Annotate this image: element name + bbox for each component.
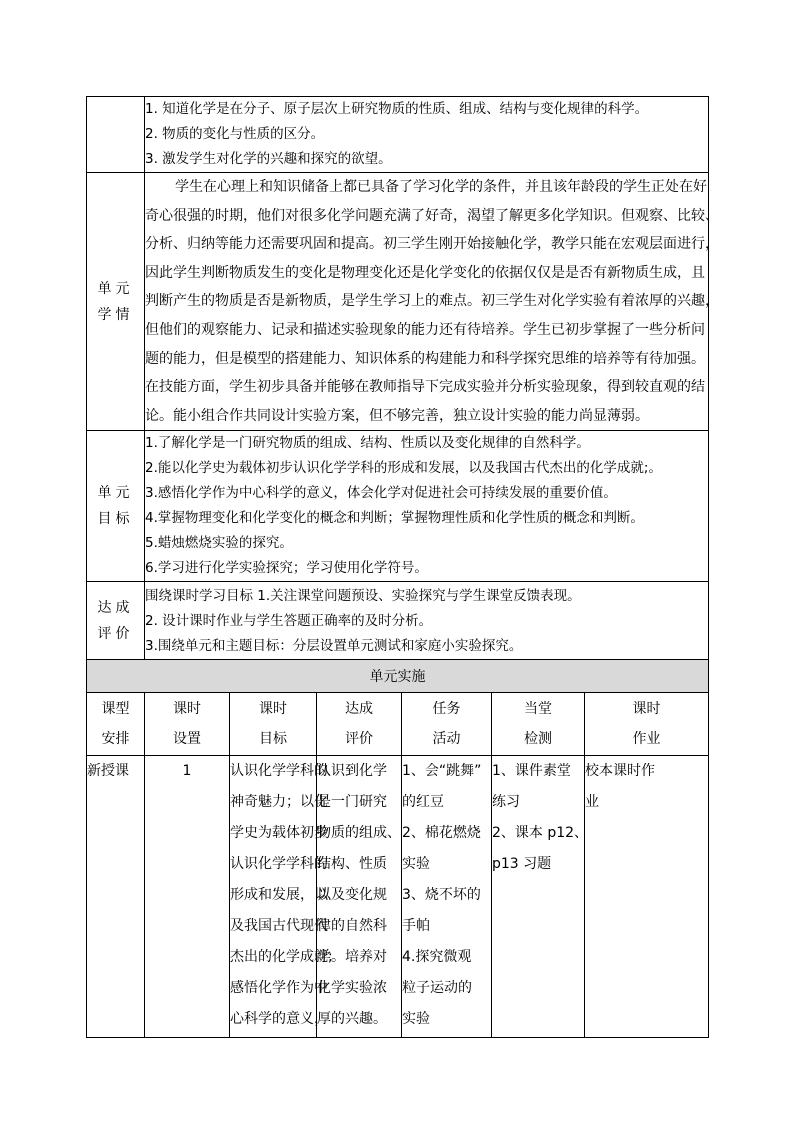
unit-plan-table [86,96,719,1038]
situation-line: 学生在心理上和知识储备上都已具备了学习化学的条件，并且该年龄段的学生正处在好 [175,179,707,195]
unit-goals-content [145,431,709,582]
implementation-band-row [87,660,709,693]
evaluation-cell: 认识到化学 是一门研究 物质的组成、 结构、性质 以及变化规 律的自然科 学。培养对 化学实验浓 厚的兴趣。 [317,756,402,1038]
learning-situation-label: 单元 学情 [87,173,145,431]
evaluation-item: 围绕课时学习目标 1.关注课堂问题预设、实验探究与学生课堂反馈表现。 [145,588,581,605]
header-task-activity: 任务 活动 [402,693,492,756]
goal-item: 5.蜡烛燃烧实验的探究。 [145,535,293,552]
lesson-goal-cell: 认识化学学科的 神奇魅力；以化 学史为载体初步 认识化学学科的 形成和发展，以 及我国古代现代 杰出的化学成就; 感悟化学作为中 心科学的意义， [230,756,317,1038]
situation-line: 分析、归纳等能力还需要巩固和提高。初三学生刚开始接触化学，教学只能在宏观层面进行， [145,236,719,253]
evaluation-content [145,582,709,660]
objective-item: 1. 知道化学是在分子、原子层次上研究物质的性质、组成、结构与变化规律的科学。 [145,101,649,117]
evaluation-row [87,582,709,660]
unit-goals-label: 单元 目标 [87,431,145,582]
goal-item: 1.了解化学是一门研究物质的组成、结构、性质以及变化规律的自然科学。 [145,435,590,452]
table-row [87,756,709,1038]
evaluation-label: 达成 评价 [87,582,145,660]
implementation-header-row [87,693,709,756]
homework-cell: 校本课时作 业 [585,756,709,1038]
evaluation-item: 2. 设计课时作业与学生答题正确率的及时分析。 [145,613,433,630]
header-course-type: 课型 安排 [87,693,145,756]
header-class-check: 当堂 检测 [492,693,585,756]
course-type-cell: 新授课 [87,756,145,1038]
header-hours: 课时 设置 [145,693,230,756]
objective-item: 3. 激发学生对化学的兴趣和探究的欲望。 [145,151,392,167]
hours-cell: 1 [145,756,230,1038]
objectives-content [145,97,709,173]
goal-item: 3.感悟化学作为中心科学的意义，体会化学对促进社会可持续发展的重要价值。 [145,485,617,502]
unit-goals-row [87,431,709,582]
evaluation-item: 3.围绕单元和主题目标：分层设置单元测试和家庭小实验探究。 [145,638,523,655]
header-evaluation: 达成 评价 [317,693,402,756]
situation-line: 论。能小组合作共同设计实验方案，但不够完善，独立设计实验的能力尚显薄弱。 [145,407,649,424]
situation-line: 因此学生判断物质发生的变化是物理变化还是化学变化的依据仅仅是是否有新物质生成，且 [145,264,705,281]
goal-item: 2.能以化学史为载体初步认识化学学科的形成和发展，以及我国古代杰出的化学成就;。 [145,460,662,477]
situation-line: 但他们的观察能力、记录和描述实验现象的能力还有待培养。学生已初步掌握了一些分析问 [145,321,705,338]
header-lesson-goal: 课时 目标 [230,693,317,756]
objectives-row [87,97,709,173]
learning-situation-row [87,173,709,431]
situation-line: 判断产生的物质是否是新物质，是学生学习上的难点。初三学生对化学实验有着浓厚的兴趣， [145,293,719,310]
implementation-title: 单元实施 [87,660,709,693]
task-activity-cell: 1、会“跳舞” 的红豆 2、棉花燃烧 实验 3、烧不坏的 手帕 4.探究微观 粒子运动的 实验 [402,756,492,1038]
goal-item: 4.掌握物理变化和化学变化的概念和判断；掌握物理性质和化学性质的概念和判断。 [145,510,644,527]
learning-situation-text [145,173,719,431]
situation-line: 题的能力，但是模型的搭建能力、知识体系的构建能力和科学探究思维的培养等有待加强。 [145,350,705,367]
class-check-cell: 1、课件素堂 练习 2、课本 p12、 p13 习题 [492,756,585,1038]
situation-line: 在技能方面，学生初步具备并能够在教师指导下完成实验并分析实验现象，得到较直观的结 [145,379,705,396]
goal-item: 6.学习进行化学实验探究；学习使用化学符号。 [145,560,428,577]
objective-item: 2. 物质的变化与性质的区分。 [145,126,325,142]
header-homework: 课时 作业 [585,693,709,756]
objectives-label-cell [87,97,145,173]
situation-line: 奇心很强的时期，他们对很多化学问题充满了好奇，渴望了解更多化学知识。但观察、比较、 [145,207,719,224]
